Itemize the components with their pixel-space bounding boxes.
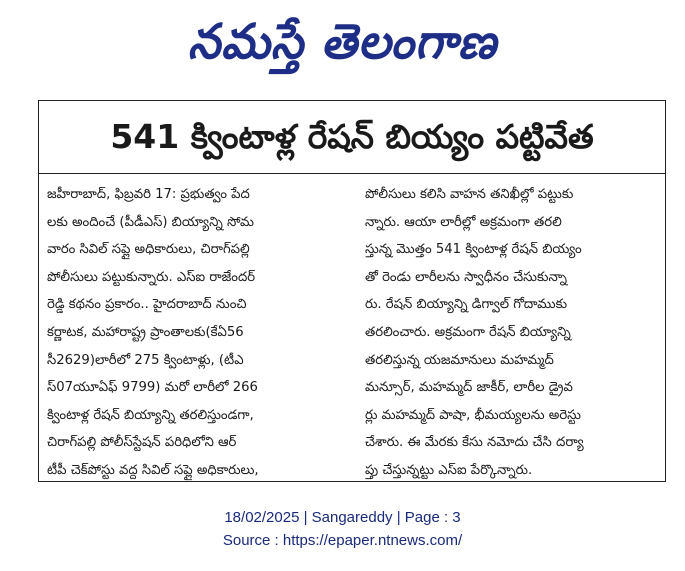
article-headline: 541 క్వింటాళ్ల రేషన్ బియ్యం పట్టివేత <box>110 117 594 156</box>
publication-date-line: 18/02/2025 | Sangareddy | Page : 3 <box>224 509 461 526</box>
article-line: చేశారు. ఈ మేరకు కేసు నమోదు చేసి దర్యా <box>365 435 584 451</box>
article-line: కర్ణాటక, మహారాష్ట్ర ప్రాంతాలకు(కేఏ56 <box>47 324 244 340</box>
article-line: చిరాగ్‌పల్లి పోలీస్‌స్టేషన్ పరిధిలోని ఆర్ <box>47 435 237 451</box>
article-line: పోలీసులు కలిసి వాహన తనిఖీల్లో పట్టుకు <box>365 187 574 202</box>
article-line: స్07యూఏఫ్ 9799) మరో లారీలో 266 <box>47 380 258 396</box>
article-line: ర్లు మహమ్మద్ పాషా, భీమయ్యలను అరెస్టు <box>365 407 581 423</box>
headline-divider <box>39 173 665 174</box>
article-line: పోలీసులు పట్టుకున్నారు. ఎస్ఐ రాజేందర్ <box>47 269 256 285</box>
article-line: మన్సూర్, మహమ్మద్ జాకీర్, లారీల డ్రైవ <box>365 380 573 396</box>
article-line: క్వింటాళ్ల రేషన్ బియ్యాన్ని తరలిస్తుండగా, <box>47 407 254 423</box>
masthead-title: నమస్తే తెలంగాణ <box>187 12 498 70</box>
article-line: స్తున్న మొత్తం 541 క్వింటాళ్ల రేషన్ బియ్యం <box>365 242 582 258</box>
article-column-left <box>47 181 347 485</box>
article-column-right <box>365 181 657 485</box>
article-line: జహీరాబాద్, ఫిబ్రవరి 17: ప్రభుత్వం పేద <box>47 187 250 202</box>
article-line: వారం సివిల్ సప్లై అధికారులు, చిరాగ్‌పల్లి <box>47 242 250 258</box>
article-clipping <box>38 100 666 482</box>
article-line: తరలిస్తున్న యజమానులు మహమ్మద్ <box>365 352 554 368</box>
article-line: రెడ్డి కథనం ప్రకారం.. హైదరాబాద్ నుంచి <box>47 297 247 313</box>
article-line: తరలించారు. అక్రమంగా రేషన్ బియ్యాన్ని <box>365 324 571 340</box>
article-line: తో రెండు లారీలను స్వాధీనం చేసుకున్నా <box>365 269 567 285</box>
article-line: ప్తు చేస్తున్నట్టు ఎస్ఐ పేర్కొన్నారు. <box>365 462 533 478</box>
newspaper-masthead <box>0 4 685 78</box>
article-line: లకు అందించే (పీడీఎస్) బియ్యాన్ని సోమ <box>47 214 254 230</box>
article-line: టీపీ చెక్‌పోస్టు వద్ద సివిల్ సప్లై అధికారులు, <box>47 462 259 478</box>
article-line: రు. రేషన్ బియ్యాన్ని డిగ్వాల్ గోదాముకు <box>365 297 568 313</box>
article-line: సీ2629)లారీలో 275 క్వింటాళ్లు, (టీఎ <box>47 352 244 368</box>
source-url-line: Source : https://epaper.ntnews.com/ <box>222 532 463 549</box>
article-line: న్నారు. ఆయా లారీల్లో అక్రమంగా తరలి <box>365 214 562 230</box>
